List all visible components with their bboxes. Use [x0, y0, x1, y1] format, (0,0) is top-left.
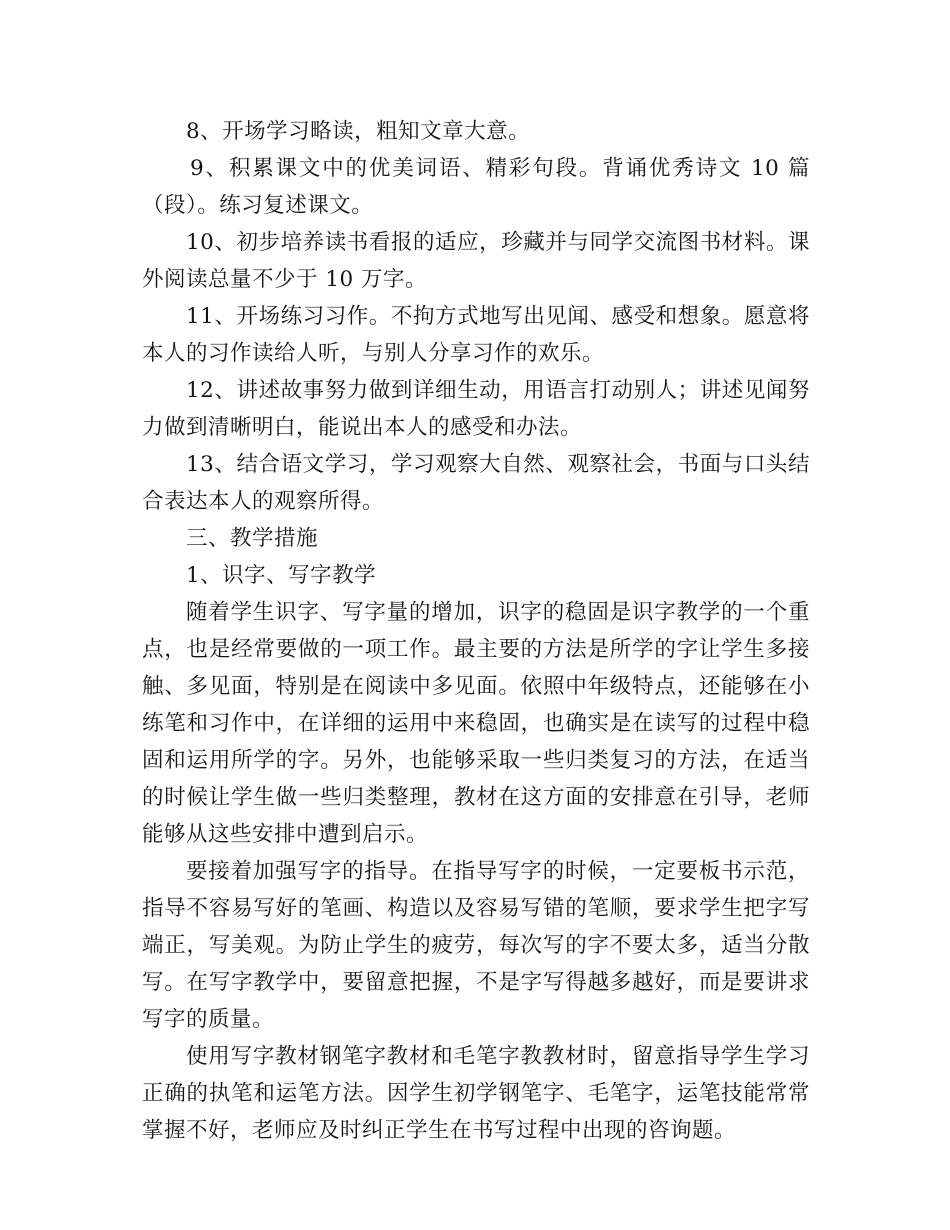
paragraph-item-13: 13、结合语文学习，学习观察大自然、观察社会，书面与口头结合表达本人的观察所得。	[142, 452, 810, 514]
paragraph-literacy-consolidation: 随着学生识字、写字量的增加，识字的稳固是识字教学的一个重点，也是经常要做的一项工作。最主要的方法是所学的字让学生多接触、多见面，特别是在阅读中多见面。依照中年级特点，还能够在小练笔和习作中，在详细的运用中来稳固，也确实是在读写的过程中稳固和运用所学的字。另外，也能够采取一些归类复习的方法，在适当的时候让学生做一些归类整理，教材在这方面的安排意在引导，老师能够从这些安排中遭到启示。	[142, 600, 810, 847]
paragraph-item-11: 11、开场练习习作。不拘方式地写出见闻、感受和想象。愿意将本人的习作读给人听，与别人分享习作的欢乐。	[142, 304, 810, 366]
paragraph-item-8: 8、开场学习略读，粗知文章大意。	[186, 119, 531, 144]
paragraph-item-10: 10、初步培养读书看报的适应，珍藏并与同学交流图书材料。课外阅读总量不少于 10 万字。	[142, 230, 810, 292]
document-body	[142, 113, 810, 1149]
paragraph-writing-guidance: 要接着加强写字的指导。在指导写字的时候，一定要板书示范，指导不容易写好的笔画、构造以及容易写错的笔顺，要求学生把字写端正，写美观。为防止学生的疲劳，每次写的字不要太多，适当分散写。在写字教学中，要留意把握，不是字写得越多越好，而是要讲求写字的质量。	[142, 859, 810, 1032]
paragraph-item-12: 12、讲述故事努力做到详细生动，用语言打动别人；讲述见闻努力做到清晰明白，能说出本人的感受和办法。	[142, 378, 810, 440]
paragraph-pen-brush-teaching: 使用写字教材钢笔字教材和毛笔字教教材时，留意指导学生学习正确的执笔和运笔方法。因学生初学钢笔字、毛笔字，运笔技能常常掌握不好，老师应及时纠正学生在书写过程中出现的咨询题。	[142, 1044, 810, 1143]
section-heading-teaching-measures: 三、教学措施	[186, 526, 319, 551]
paragraph-item-9: 9、积累课文中的优美词语、精彩句段。背诵优秀诗文 10 篇（段）。练习复述课文。	[142, 156, 810, 218]
subsection-heading-literacy-writing: 1、识字、写字教学	[186, 563, 377, 588]
